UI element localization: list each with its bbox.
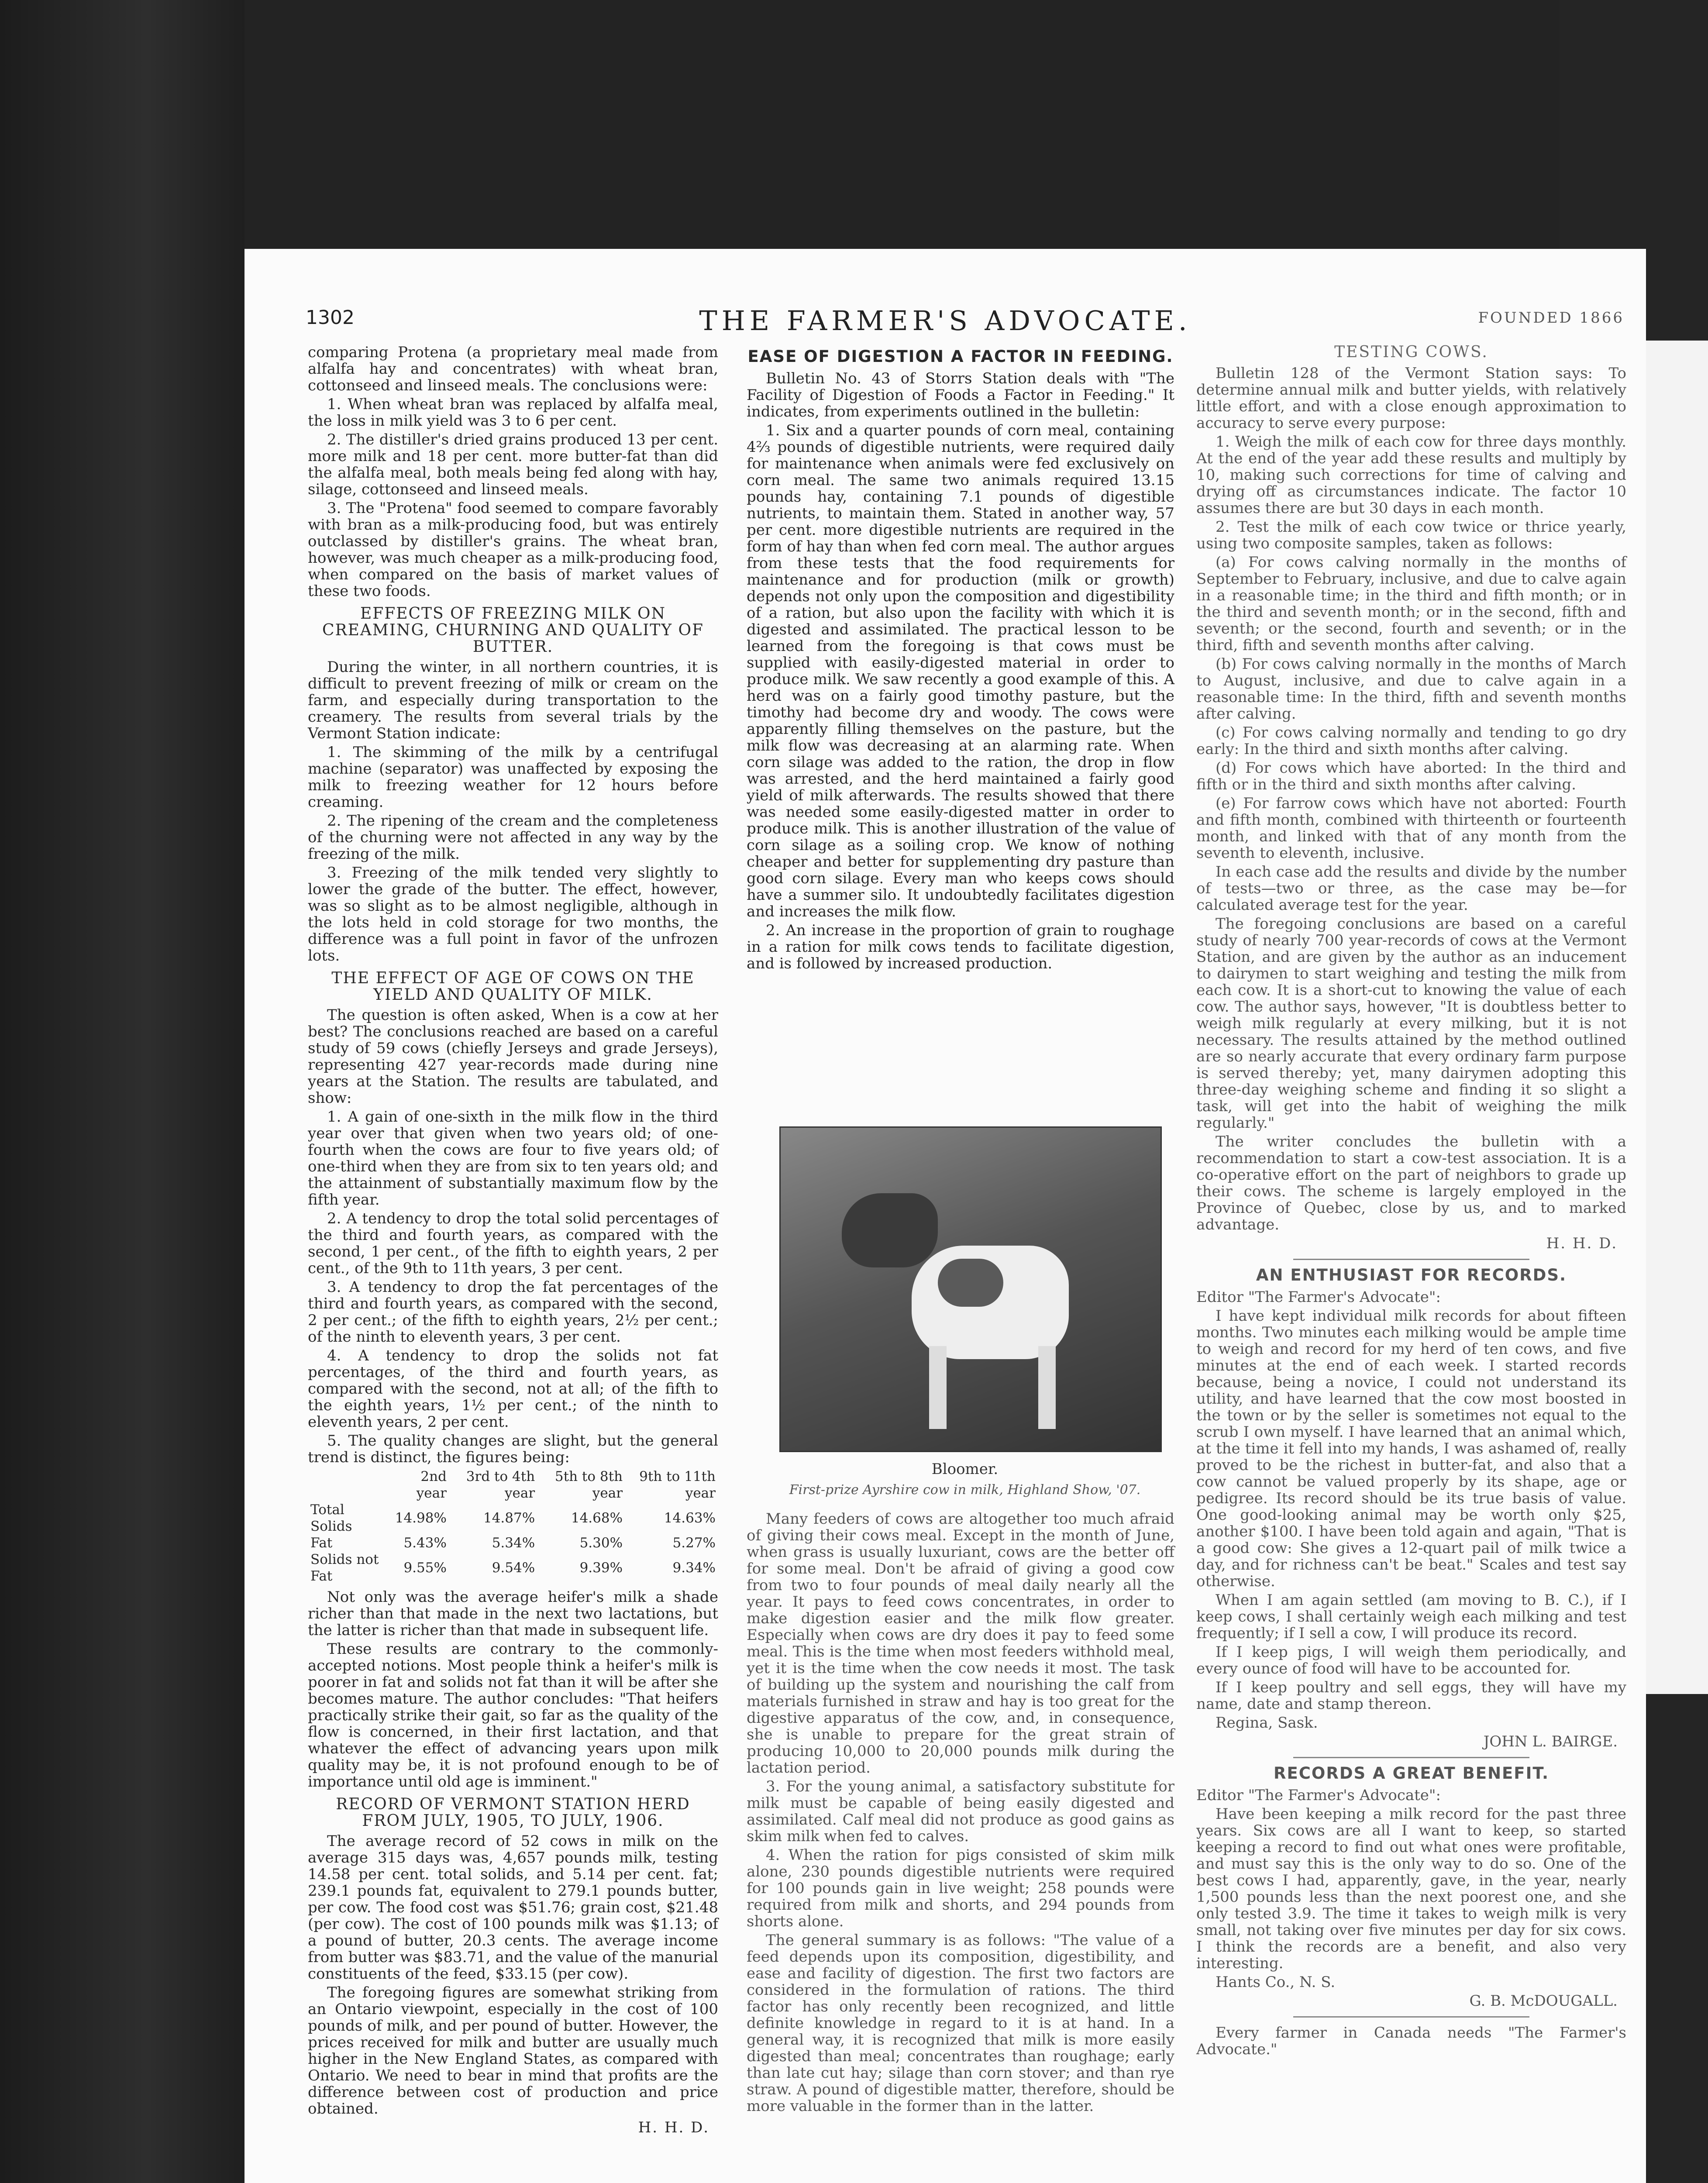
paragraph: (b) For cows calving normally in the months of March to August, inclusive, and due to calve again in a reasonable time: In the third, fifth and seventh months after calving. [1196, 655, 1626, 723]
cow-leg-shape [1038, 1346, 1056, 1429]
photo-subcaption: First-prize Ayrshire cow in milk, Highland Show, '07. [789, 1482, 1141, 1498]
paragraph: (c) For cows calving normally and tending to go dry early: In the third and sixth months after calving. [1196, 724, 1626, 758]
table-cell: 5.30% [579, 1535, 623, 1551]
signature: JOHN L. BAIRGE. [1483, 1733, 1618, 1750]
cow-leg-shape [929, 1346, 947, 1429]
film-edge-left [0, 0, 244, 2183]
table-cell: 14.87% [483, 1510, 535, 1526]
paragraph: The general summary is as follows: "The value of a feed depends upon its composition, digestibility, and ease and facility of digestion. The first two factors are considered in the formulation of rations. The third factor has only recently been recognized, and little definite knowledge in regard to it is at hand. In a general way, it is recognized that milk is more easily digested than meal; concentrates than roughage; early than late cut hay; silage than corn stover; and than rye straw. A pound of digestible matter, therefore, should be more valuable in the former than in the latter. [747, 1932, 1174, 2115]
masthead-title: THE FARMER'S ADVOCATE. [699, 305, 1191, 337]
paragraph: (d) For cows which have aborted: In the third and fifth or in the third and sixth months after calving. [1196, 759, 1626, 793]
paragraph: 1. When wheat bran was replaced by alfalfa meal, the loss in milk yield was 3 to 6 per cent. [308, 396, 718, 430]
table-row [308, 1551, 718, 1584]
table-cell: 14.98% [395, 1510, 447, 1526]
paragraph: Bulletin 128 of the Vermont Station says: To determine annual milk and butter yields, with relatively little effort, and with a close enough approximation to accuracy to serve every purpose: [1196, 365, 1626, 432]
paragraph: 1. A gain of one-sixth in the milk flow in the third year over that given when two years old; of one-fourth when the cows are four to five years old; of one-third when they are from six to ten years old; and the attainment of substantially maximum flow by the fifth year. [308, 1108, 718, 1209]
paragraph: 1. The skimming of the milk by a centrifugal machine (separator) was unaffected by exposing the milk to freezing weather for 12 hours before creaming. [308, 744, 718, 811]
column-1 [308, 344, 718, 2140]
section-heading: RECORD OF VERMONT STATION HERD FROM JULY, 1905, TO JULY, 1906. [336, 1795, 690, 1830]
paragraph: The foregoing figures are somewhat striking from an Ontario viewpoint, especially in the cost of 100 pounds of milk, and per pound of butter. However, the prices received for milk and butter are usually much higher in the New England States, as compared with Ontario. We need to bear in mind that profits are the difference between cost of production and price obtained. [308, 1984, 718, 2118]
paragraph: 2. The distiller's dried grains produced 13 per cent. more milk and 18 per cent. more butter-fat than did the alfalfa meal, both meals being fed along with hay, silage, cottonseed and linseed meals. [308, 431, 718, 498]
photo-caption: Bloomer. [931, 1460, 999, 1478]
paragraph: 2. The ripening of the cream and the completeness of the churning were not affected in any way by the freezing of the milk. [308, 812, 718, 863]
paragraph: 4. When the ration for pigs consisted of skim milk alone, 230 pounds digestible nutrients were required for 100 pounds gain in live weight; 258 pounds were required from milk and shorts, and 294 pounds from shorts alone. [747, 1846, 1174, 1930]
paragraph: The average record of 52 cows in milk on the average 315 days was, 4,657 pounds milk, testing 14.58 per cent. total solids, and 5.14 per cent. fat; 239.1 pounds fat, equivalent to 279.1 pounds butter, per cow. The food cost was $51.76; grain cost, $21.48 (per cow). The cost of 100 pounds milk was $1.13; of a pound of butter, 20.3 cents. The average income from butter was $83.71, and the value of the manurial constituents of the feed, $33.15 (per cow). [308, 1832, 718, 1983]
column-2-lower [747, 1511, 1174, 2117]
paragraph: comparing Protena (a proprietary meal made from alfalfa hay and concentrates) with wheat bran, cottonseed and linseed meals. The conclusions were: [308, 344, 718, 394]
paragraph: (e) For farrow cows which have not aborted: Fourth and fifth month, combined with thirteenth or fourteenth month, and linked with that of any month from the seventh to eleventh, inclusive. [1196, 795, 1626, 862]
divider [1293, 1757, 1530, 1758]
paragraph: Bulletin No. 43 of Storrs Station deals with "The Facility of Digestion of Foods a Factor in Feeding." It indicates, from experiments outlined in the bulletin: [747, 370, 1174, 420]
table-cell: 5.27% [672, 1535, 716, 1551]
cow-spot-shape [938, 1259, 1003, 1307]
table-header: 9th to 11th year [639, 1469, 716, 1501]
divider [1293, 2016, 1530, 2018]
next-page-edge [1646, 341, 1708, 1694]
table-header: 5th to 8th year [554, 1469, 623, 1501]
section-heading: EFFECTS OF FREEZING MILK ON CREAMING, CHURNING AND QUALITY OF BUTTER. [322, 605, 704, 656]
paragraph: During the winter, in all northern countries, it is difficult to prevent freezing of milk or cream on the farm, and especially during transportation to the creamery. The results from several trials by the Vermont Station indicate: [308, 658, 718, 742]
paragraph: 1. Weigh the milk of each cow for three days monthly. At the end of the year add these results and multiply by 10, making such corrections for time of calving and drying off as circumstances indicate. The factor 10 assumes there are but 30 days in each month. [1196, 433, 1626, 517]
section-heading: RECORDS A GREAT BENEFIT. [1273, 1764, 1550, 1783]
paragraph: If I keep poultry and sell eggs, they will have my name, date and stamp thereon. [1196, 1679, 1626, 1713]
salutation: Editor "The Farmer's Advocate": [1196, 1288, 1441, 1306]
paragraph: 3. For the young animal, a satisfactory substitute for milk must be capable of being easily digested and assimilated. Calf meal did not produce as good gains as skim milk when fed to calves. [747, 1778, 1174, 1845]
table-cell: Total Solids [310, 1502, 352, 1534]
table-cell: 9.39% [579, 1560, 623, 1576]
paragraph: Not only was the average heifer's milk a shade richer than that made in the next two lactations, but the latter is richer than that made in subsequent life. [308, 1588, 718, 1639]
paragraph: 3. Freezing of the milk tended very slightly to lower the grade of the butter. The effect, however, was so slight as to be almost negligible, although in the lots held in cold storage for two months, the difference was a full point in favor of the unfrozen lots. [308, 864, 718, 964]
table-header: 2nd year [416, 1469, 447, 1501]
paragraph: The writer concludes the bulletin with a recommendation to start a cow-test association. It is a co-operative effort on the part of neighbors to grade up their cows. The scheme is largely employed in the Province of Quebec, close by us, and to marked advantage. [1196, 1133, 1626, 1233]
table-cell: Solids not Fat [310, 1552, 379, 1584]
section-heading: AN ENTHUSIAST FOR RECORDS. [1256, 1266, 1567, 1284]
location: Regina, Sask. [1216, 1714, 1318, 1732]
founded-note: FOUNDED 1866 [1478, 309, 1624, 327]
paragraph: When I am again settled (am moving to B. C.), if I keep cows, I shall certainly weigh each milking and test frequently; if I sell a cow, I will produce its record. [1196, 1591, 1626, 1642]
table-cell: 14.63% [664, 1510, 716, 1526]
paragraph: Many feeders of cows are altogether too much afraid of giving their cows meal. Except in the month of June, when grass is usually luxuriant, cows are the better off for some meal. Don't be afraid of giving a good cow from two to four pounds of meal daily nearly all the year. It pays to feed cows concentrates, in order to make digestion easier and the milk flow greater. Especially when cows are dry does it pay to feed some meal. This is the time when most feeders withhold meal, yet it is the time when the cow needs it most. The task of building up the system and nourishing the calf from materials furnished in straw and hay is too great for the digestive apparatus of the cow, and, in consequence, she is unable to prepare for the great strain of producing 10,000 to 20,000 pounds milk during the lactation period. [747, 1510, 1174, 1777]
location: Hants Co., N. S. [1216, 1973, 1336, 1991]
paragraph: These results are contrary to the commonly-accepted notions. Most people think a heifer's milk is poorer in fat and solids not fat than it will be after she becomes mature. The author concludes: "That heifers practically strike their gait, so far as the quality of the flow is concerned, in their first lactation, and that whatever the effect of advancing years upon milk quality may be, it is not profound enough to be of importance until old age is imminent." [308, 1640, 718, 1790]
paragraph: 2. Test the milk of each cow twice or thrice yearly, using two composite samples, taken as follows: [1196, 518, 1626, 552]
newspaper-page [244, 249, 1646, 2183]
table-cell: 5.43% [403, 1535, 447, 1551]
table-cell: 14.68% [571, 1510, 623, 1526]
page-header [244, 305, 1646, 340]
salutation: Editor "The Farmer's Advocate": [1196, 1787, 1441, 1804]
table-cell: Fat [310, 1535, 333, 1551]
paragraph: In each case add the results and divide by the number of tests—two or three, as the case may be—for calculated average test for the year. [1196, 863, 1626, 914]
table-cell: 5.34% [492, 1535, 535, 1551]
column-3 [1196, 344, 1626, 2060]
divider [1293, 1259, 1530, 1260]
table-cell: 9.54% [492, 1560, 535, 1576]
section-heading: TESTING COWS. [1334, 343, 1488, 361]
paragraph: I have kept individual milk records for about fifteen months. Two minutes each milking would be ample time to weigh and record for my herd of ten cows, and five minutes at the end of each week. I started records because, being a novice, I could not understand its utility, and have learned that the cow most boosted in the town or by the seller is sometimes not equal to the scrub I own myself. I have learned that an animal which, at the time it fell into my hands, I was ashamed of, really proved to be the richest in butter-fat, and also that a cow cannot be valued properly by its shape, age or pedigree. Its record should be its true basis of value. One good-looking animal may be worth only $25, another $100. I have been told again and again, "That is a good cow: She gives a 12-quart pail of milk twice a day, and for richness can't be beat." Scales and test say otherwise. [1196, 1307, 1626, 1590]
table-row [308, 1535, 718, 1551]
cow-photograph [779, 1126, 1162, 1452]
section-heading: EASE OF DIGESTION A FACTOR IN FEEDING. [747, 347, 1174, 366]
section-heading: THE EFFECT OF AGE OF COWS ON THE YIELD AND QUALITY OF MILK. [331, 969, 695, 1004]
signature: H. H. D. [638, 2119, 709, 2136]
paragraph: Have been keeping a milk record for the past three years. Six cows are all I want to keep, so started keeping a record to find out what ones were profitable, and must say this is the only way to do so. One of the best cows I had, apparently, gave, in the year, nearly 1,500 pounds less than the next poorest one, and she only tested 3.9. The time it takes to weigh milk is very small, not taking over five minutes per day for six cows. I think the records are a benefit, and also very interesting. [1196, 1805, 1626, 1972]
column-2 [747, 344, 1174, 974]
paragraph: 3. A tendency to drop the fat percentages of the third and fourth years, as compared with the second, 2 per cent.; of the fifth to eighth years, 2½ per cent.; of the ninth to eleventh years, 3 per cent. [308, 1278, 718, 1346]
table-cell: 9.34% [672, 1560, 716, 1576]
paragraph: If I keep pigs, I will weigh them periodically, and every ounce of food will have to be accounted for. [1196, 1643, 1626, 1677]
table-header: 3rd to 4th year [466, 1469, 535, 1501]
table-row [308, 1501, 718, 1535]
paragraph: Every farmer in Canada needs "The Farmer's Advocate." [1196, 2024, 1626, 2058]
table-header-row [308, 1468, 718, 1501]
paragraph: 3. The "Protena" food seemed to compare favorably with bran as a milk-producing food, but was entirely outclassed by distiller's grains. The wheat bran, however, was much cheaper as a milk-producing food, when compared on the basis of market values of these two foods. [308, 499, 718, 600]
cow-head-shape [842, 1193, 938, 1267]
paragraph: 1. Six and a quarter pounds of corn meal, containing 4⅔ pounds of digestible nutrients, were required daily for maintenance when animals were fed exclusively on corn meal. The same two animals required 13.15 pounds hay, containing 7.1 pounds of digestible nutrients, to maintain them. Stated in another way, 57 per cent. more digestible nutrients are required in the form of hay than when fed corn meal. The author argues from these tests that the food requirements for maintenance and for production (milk or growth) depends not only upon the composition and digestibility of a ration, but also upon the facility with which it is digested and assimilated. The practical lesson to be learned from the foregoing is that cows must be supplied with easily-digested material in order to produce milk. We saw recently a good example of this. A herd was on a fairly good timothy pasture, but the timothy had become dry and woody. The cows were apparently filling themselves on the pasture, but the milk flow was decreasing at an alarming rate. When corn silage was added to the ration, the drop in flow was arrested, and the herd maintained a fairly good yield of milk afterwards. The results showed that there was needed some easily-digested matter in order to produce milk. This is another illustration of the value of corn silage as a soiling crop. We know of nothing cheaper and better for supplementing dry pasture than good corn silage. Every man who keeps cows should have a summer silo. It undoubtedly facilitates digestion and increases the milk flow. [747, 422, 1174, 920]
paragraph: The question is often asked, When is a cow at her best? The conclusions reached are based on a careful study of 59 cows (chiefly Jerseys and grade Jerseys), representing 427 year-records made during nine years at the Station. The results are tabulated, and show: [308, 1006, 718, 1107]
paragraph: 5. The quality changes are slight, but the general trend is distinct, the figures being: [308, 1432, 718, 1466]
table-cell: 9.55% [403, 1560, 447, 1576]
page-number: 1302 [306, 306, 355, 329]
signature: H. H. D. [1546, 1235, 1618, 1252]
paragraph: (a) For cows calving normally in the months of September to February, inclusive, and due to calve again in a reasonable time; in the third and fifth month; or in the third and seventh month; or in the second, fifth and seventh; or the second, fourth and seventh; or in the third, fifth and seventh months after calving. [1196, 554, 1626, 654]
quality-table [308, 1468, 718, 1584]
paragraph: 4. A tendency to drop the solids not fat percentages, of the third and fourth years, as compared with the second, not at all; of the fifth to the eighth years, 1½ per cent.; of the ninth to eleventh years, 2 per cent. [308, 1347, 718, 1431]
paragraph: 2. A tendency to drop the total solid percentages of the third and fourth years, as compared with the second, 1 per cent., of the fifth to eighth years, 2 per cent., of the 9th to 11th years, 3 per cent. [308, 1210, 718, 1277]
signature: G. B. McDOUGALL. [1469, 1992, 1618, 2010]
paragraph: The foregoing conclusions are based on a careful study of nearly 700 year-records of cows at the Vermont Station, and are given by the author as an inducement to dairymen to start weighing and testing the milk from each cow. It is a short-cut to knowing the value of each cow. The author says, however, "It is doubtless better to weigh milk regularly at every milking, but it is not necessary. The results attained by the method outlined are so nearly accurate that every ordinary farm purpose is served thereby; yet, many dairymen adopting this three-day weighing scheme and finding it so slight a task, will get into the habit of weighing the milk regularly." [1196, 915, 1626, 1132]
table-header [308, 1468, 387, 1501]
paragraph: 2. An increase in the proportion of grain to roughage in a ration for milk cows tends to facilitate digestion, and is followed by increased production. [747, 922, 1174, 972]
